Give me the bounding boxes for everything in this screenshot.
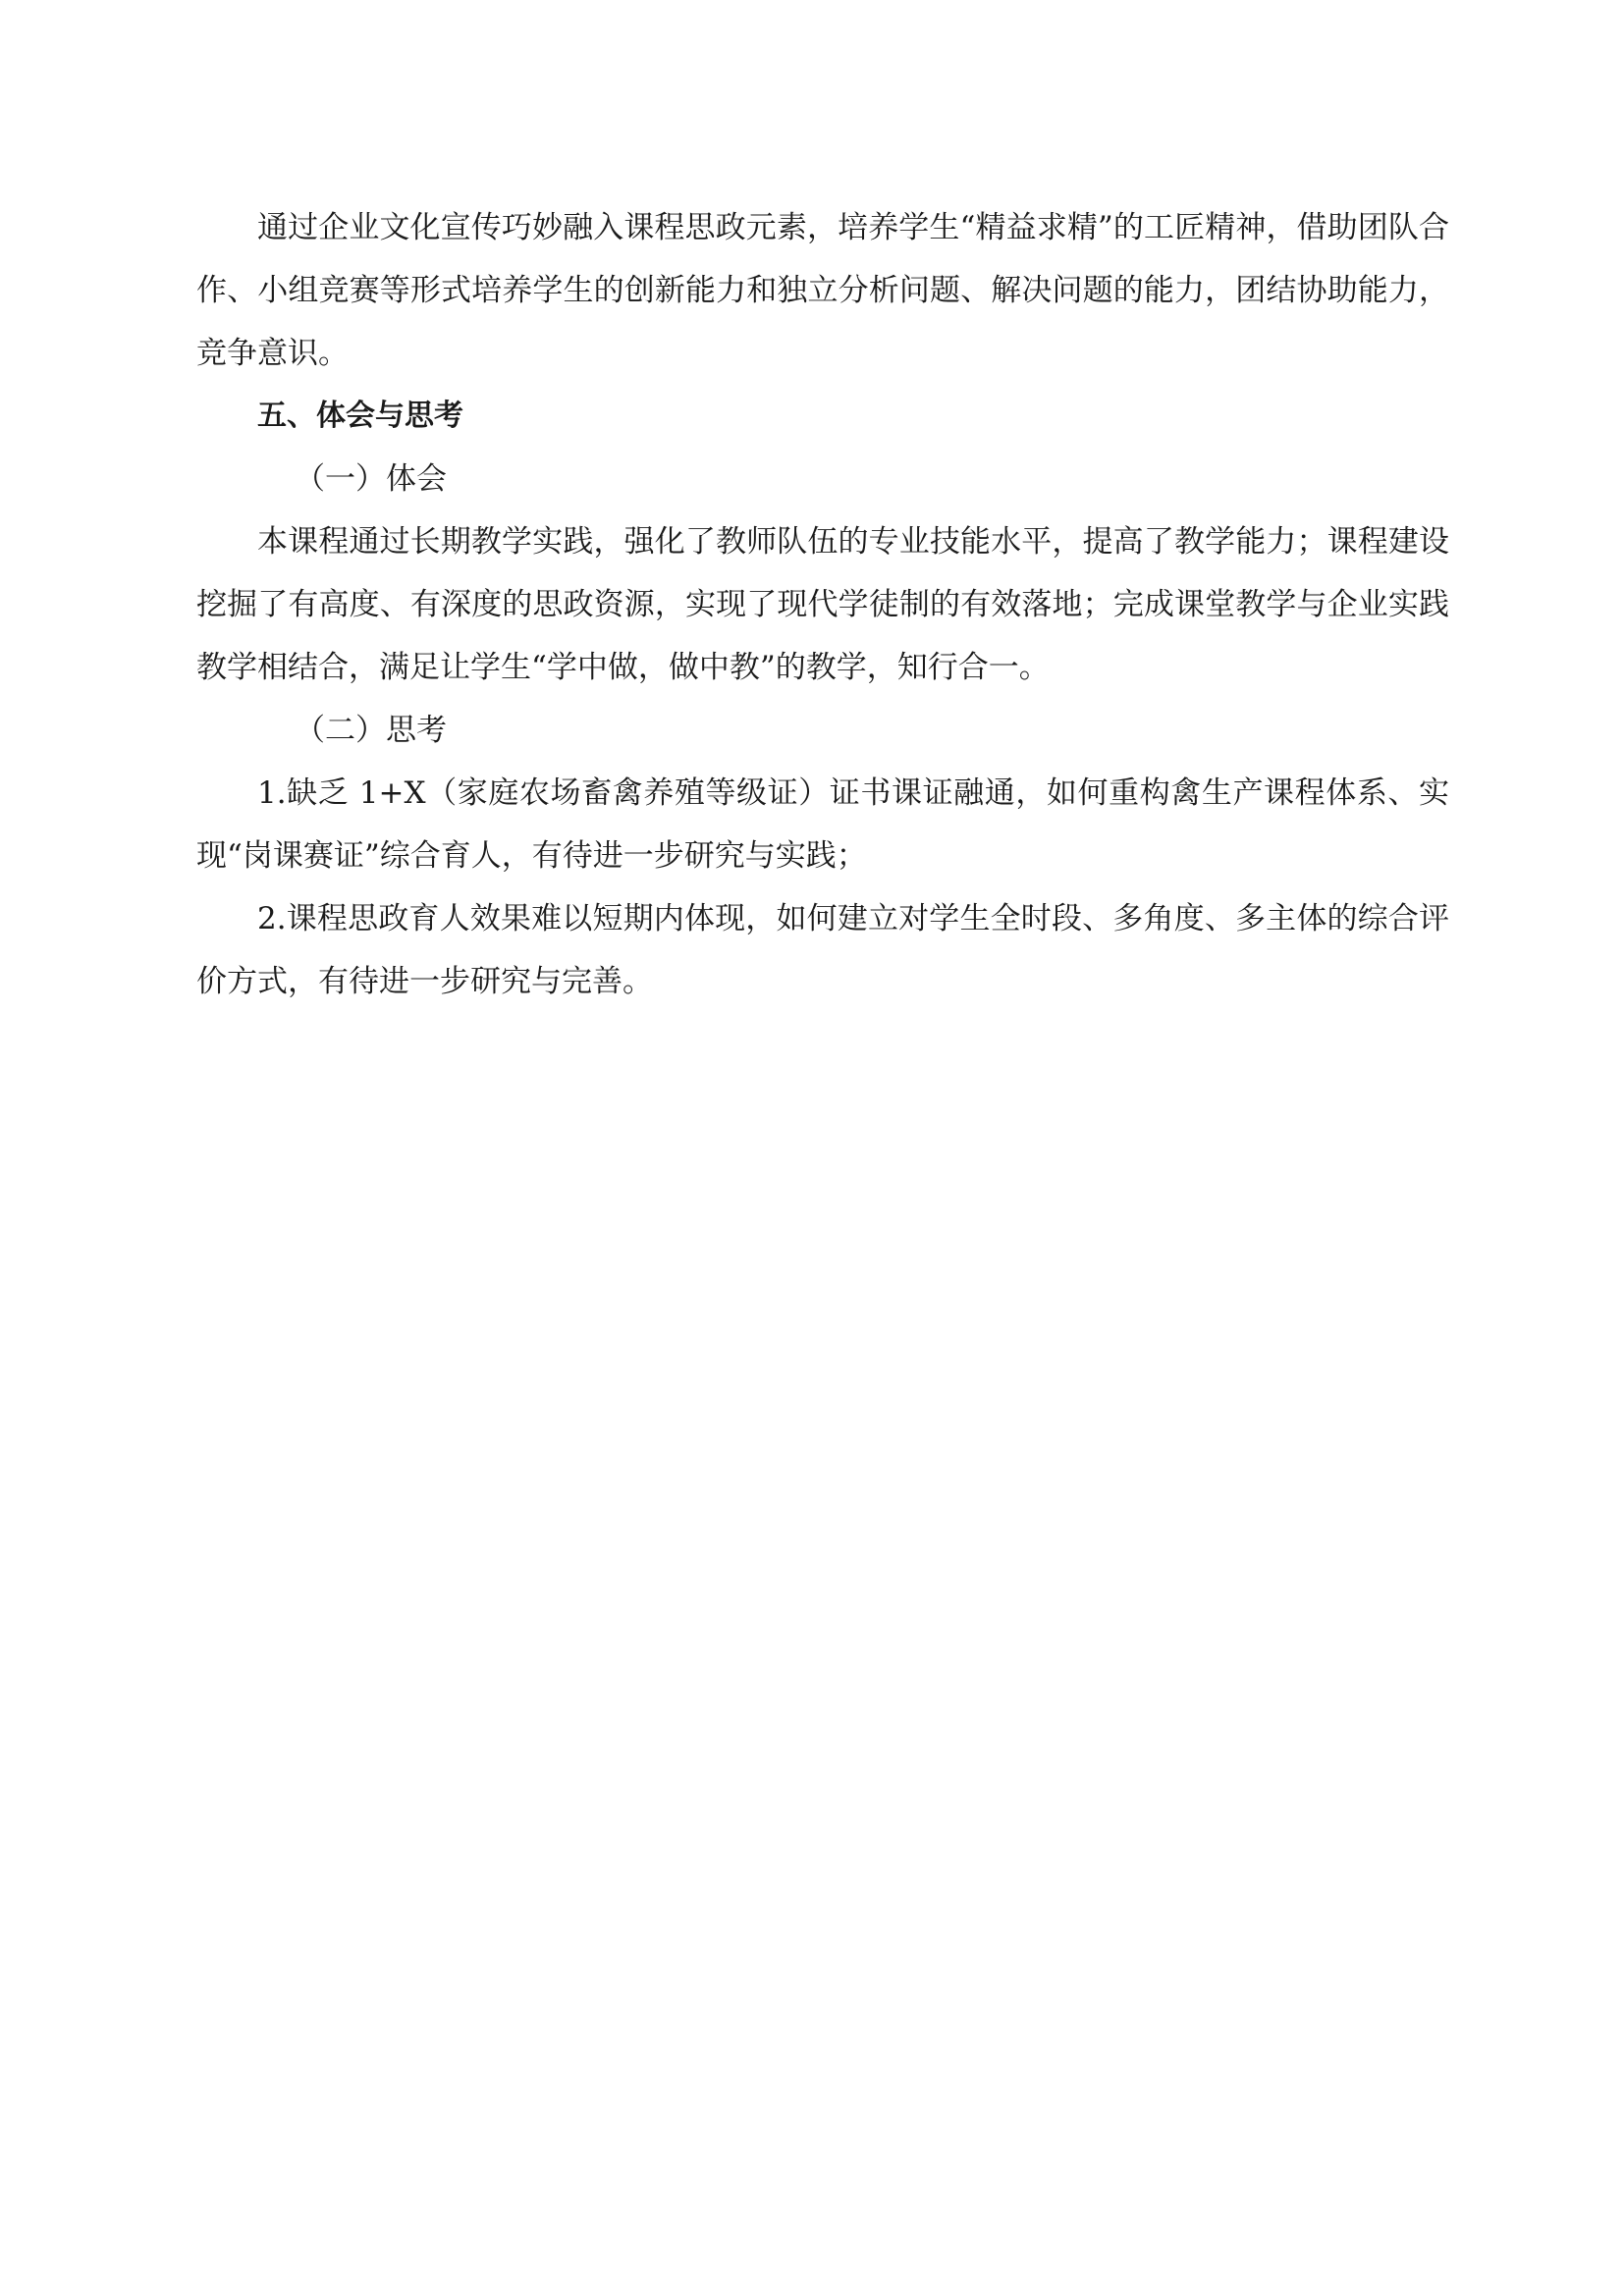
document-body [196,196,1449,1013]
thinking-item-2: 2.课程思政育人效果难以短期内体现，如何建立对学生全时段、多角度、多主体的综合评价方式，有待进一步研究与完善。 [196,901,1449,999]
experience-paragraph: 本课程通过长期教学实践，强化了教师队伍的专业技能水平，提高了教学能力；课程建设挖掘了有高度、有深度的思政资源，实现了现代学徒制的有效落地；完成课堂教学与企业实践教学相结合，满足让学生“学中做，做中教”的教学，知行合一。 [196,524,1449,685]
subsection-title-1: （一）体会 [295,461,447,497]
section-heading: 五、体会与思考 [257,399,463,433]
intro-paragraph: 通过企业文化宣传巧妙融入课程思政元素，培养学生“精益求精”的工匠精神，借助团队合作、小组竞赛等形式培养学生的创新能力和独立分析问题、解决问题的能力，团结协助能力，竞争意识。 [196,210,1449,371]
thinking-item-1: 1.缺乏 1+X（家庭农场畜禽养殖等级证）证书课证融通，如何重构禽生产课程体系、实现“岗课赛证”综合育人，有待进一步研究与实践； [196,775,1449,874]
subsection-title-2: （二）思考 [295,713,447,748]
